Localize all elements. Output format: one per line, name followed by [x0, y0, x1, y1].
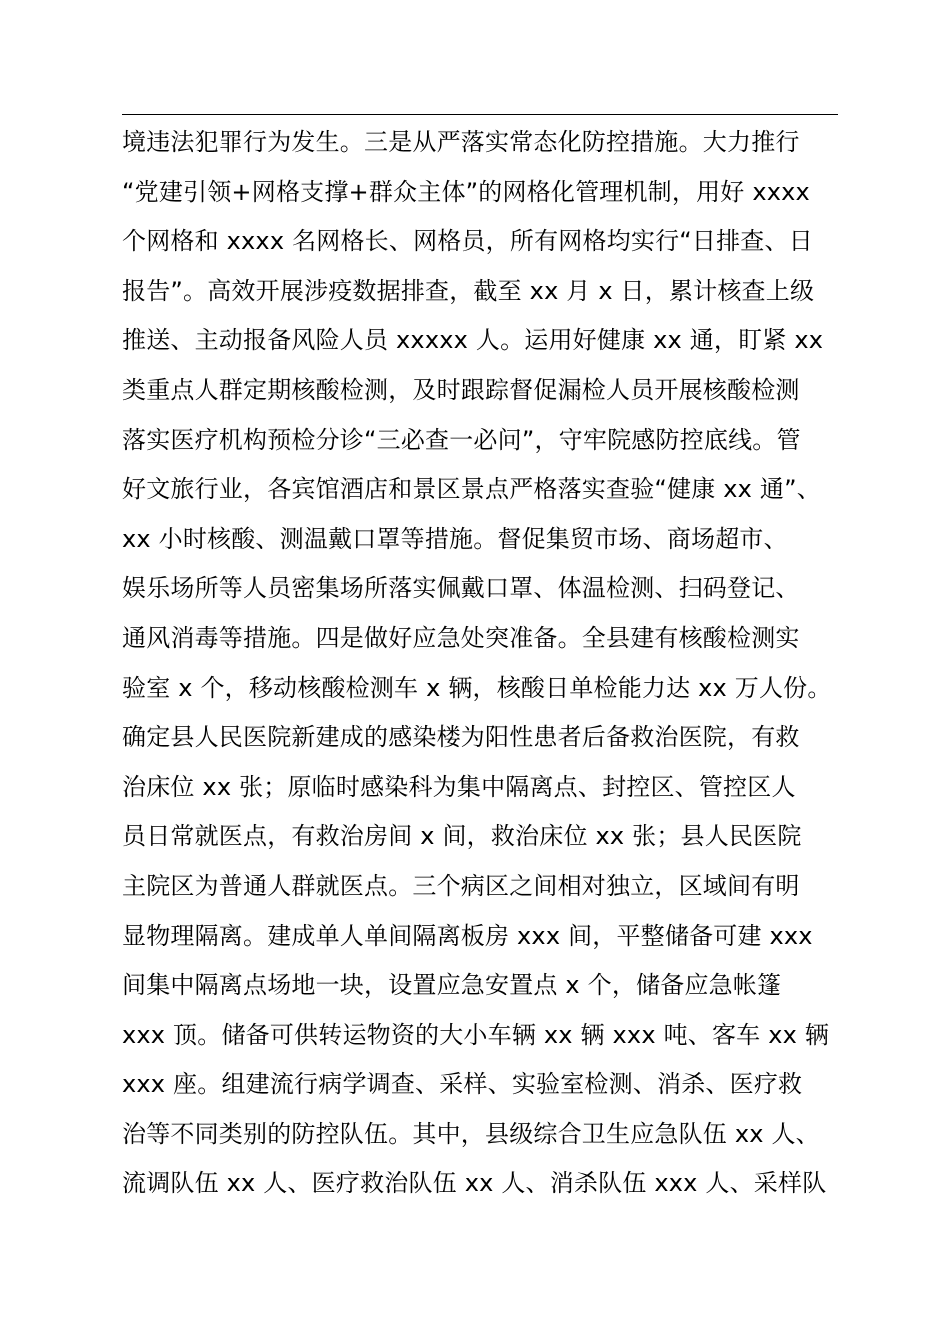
text-line: 个网格和 xxxx 名网格长、网格员，所有网格均实行“日排查、日	[122, 227, 813, 256]
body-paragraph	[122, 118, 852, 1209]
text-line: xx 小时核酸、测温戴口罩等措施。督促集贸市场、商场超市、	[122, 524, 788, 553]
text-line: 间集中隔离点场地一块，设置应急安置点 x 个，储备应急帐篷	[122, 971, 782, 1000]
text-line: 境违法犯罪行为发生。三是从严落实常态化防控措施。大力推行	[122, 128, 800, 156]
text-line: xxx 座。组建流行病学调查、采样、实验室检测、消杀、医疗救	[122, 1070, 803, 1099]
text-line: 确定县人民医院新建成的感染楼为阳性患者后备救治医院，有救	[122, 723, 800, 752]
text-line: 显物理隔离。建成单人单间隔离板房 xxx 间，平整储备可建 xxx	[122, 921, 813, 950]
text-line: 主院区为普通人群就医点。三个病区之间相对独立，区域间有明	[122, 871, 800, 900]
text-line: 推送、主动报备风险人员 xxxxx 人。运用好健康 xx 通，盯紧 xx	[122, 326, 824, 355]
text-line: 娱乐场所等人员密集场所落实佩戴口罩、体温检测、扫码登记、	[122, 574, 800, 603]
text-line: xxx 顶。储备可供转运物资的大小车辆 xx 辆 xxx 吨、客车 xx 辆	[122, 1020, 830, 1049]
header-rule	[122, 114, 838, 115]
text-line: 通风消毒等措施。四是做好应急处突准备。全县建有核酸检测实	[122, 623, 800, 652]
text-line: 治等不同类别的防控队伍。其中，县级综合卫生应急队伍 xx 人、	[122, 1119, 820, 1148]
text-line: 验室 x 个，移动核酸检测车 x 辆，核酸日单检能力达 xx 万人份。	[122, 673, 832, 702]
text-line: 好文旅行业，各宾馆酒店和景区景点严格落实查验“健康 xx 通”、	[122, 475, 821, 504]
text-line: 落实医疗机构预检分诊“三必查一必问”，守牢院感防控底线。管	[122, 425, 801, 454]
text-line: 员日常就医点，有救治房间 x 间，救治床位 xx 张；县人民医院	[122, 822, 802, 851]
text-line: 报告”。高效开展涉疫数据排查，截至 xx 月 x 日，累计核查上级	[122, 276, 815, 305]
text-line: “党建引领+网格支撑+群众主体”的网格化管理机制，用好 xxxx	[122, 177, 810, 206]
text-line: 治床位 xx 张；原临时感染科为集中隔离点、封控区、管控区人	[122, 772, 796, 801]
text-line: 类重点人群定期核酸检测，及时跟踪督促漏检人员开展核酸检测	[122, 375, 800, 404]
text-line: 流调队伍 xx 人、医疗救治队伍 xx 人、消杀队伍 xxx 人、采样队	[122, 1169, 827, 1198]
